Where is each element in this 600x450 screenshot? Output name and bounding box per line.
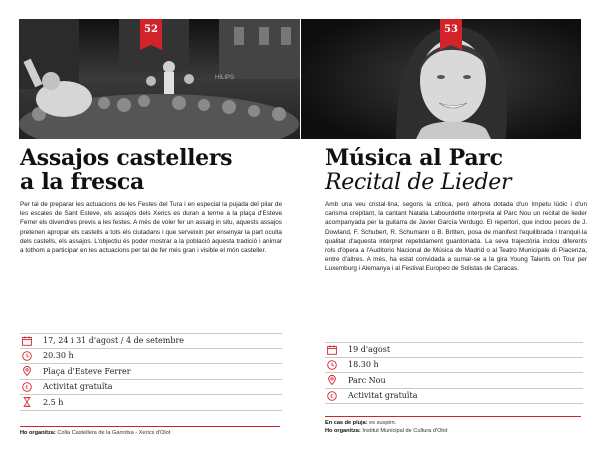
info-duration	[20, 395, 282, 411]
organizer-value: Institut Municipal de Cultura d'Olot	[362, 428, 448, 434]
event-info-list	[20, 333, 282, 411]
rain-value: es suspèn.	[369, 420, 397, 426]
event-number-badge: 53	[440, 19, 462, 45]
info-location	[325, 373, 583, 389]
rain-label: En cas de pluja:	[325, 420, 368, 426]
organizer-label: Ho organitza:	[20, 430, 56, 436]
info-location-text: Parc Nou	[348, 375, 386, 385]
event-info-list	[325, 342, 583, 404]
info-location-text: Plaça d'Esteve Ferrer	[43, 366, 131, 376]
info-price-text: Activitat gratuïta	[43, 382, 113, 392]
organizer-label: Ho organitza:	[325, 428, 361, 434]
euro-icon	[325, 390, 338, 401]
event-description	[20, 200, 282, 255]
info-location	[20, 364, 282, 380]
calendar-icon	[20, 335, 33, 346]
divider	[325, 416, 581, 417]
event-title	[20, 146, 280, 194]
calendar-icon	[325, 344, 338, 355]
svg-text:€: €	[329, 393, 334, 400]
location-pin-icon	[20, 366, 33, 377]
event-title	[325, 146, 585, 195]
event-title-line1: Música al Parc	[325, 145, 503, 171]
clock-icon	[20, 350, 33, 361]
organizer-line	[20, 429, 282, 437]
divider	[20, 426, 280, 427]
info-price-text: Activitat gratuïta	[348, 391, 418, 401]
event-title-line2: a la fresca	[20, 169, 144, 195]
event-description	[325, 200, 587, 274]
description-paragraph: Amb una veu cristal·lina, segons la crítica, però alhora dotada d'un ímpetu lúdic i d'un carisma crepitant, la cantant Natalia Labourdette interpreta al Parc Nou un recital de lieder acompanyada per la guitarra de Javier García Verdugo. El repertori, que inclou peces de J. Dowland, F. Schubert, R. Schumann o B. Britten, posa de manifest l'equilibrada i tranquil·la qualitat d'aquesta intèrpret repetidament guardonada. La seva trajectòria inclou diferents rols d'òpera a l'Auditorio Nacional de Música de Madrid o al Teatro Municipale di Piacenza, entre d'altres. A més, ha estat convidada a sumar-se a la gira Young Talents on Tour per Luxemburg i Alemanya i al Festival Europeo de Solistas de Caracas.	[325, 201, 587, 273]
info-date	[325, 342, 583, 358]
event-53-column	[300, 0, 600, 450]
info-date	[20, 333, 282, 349]
organizer-value: Colla Castellera de la Garrotxa - Xerics d'Olot	[57, 430, 171, 436]
info-date-text: 19 d'agost	[348, 345, 391, 355]
event-title-line2: Recital de Lieder	[325, 170, 512, 195]
svg-text:€: €	[24, 384, 29, 391]
event-number-badge: 52	[140, 19, 162, 45]
info-time	[325, 358, 583, 374]
svg-text:HILIPS: HILIPS	[215, 75, 235, 81]
location-pin-icon	[325, 375, 338, 386]
description-paragraph: Per tal de preparar les actuacions de les Festes del Tura i en especial la pujada del pilar de les escales de Sant Esteve, els assajos dels Xerics es duran a terme a la plaça d'Esteve Ferrer els divendres previs a les festes. A més de voler fer un assaig in situ, aquests assajos pretenen apropar els castells a tots els ciutadans i que serveixin per ensenyar la part oculta dels castells, els assajos. L'objectiu és poder mostrar a la població aquesta tradició i animar a tothom a participar en les actuacions per tal de fer més gran i visible el món casteller.	[20, 201, 282, 255]
info-date-text: 17, 24 i 31 d'agost / 4 de setembre	[43, 336, 185, 346]
info-duration-text: 2.5 h	[43, 397, 64, 407]
clock-icon	[325, 359, 338, 370]
event-title-line1: Assajos castellers	[20, 145, 233, 171]
info-price	[20, 380, 282, 396]
hourglass-icon	[20, 397, 33, 408]
info-time-text: 20.30 h	[43, 351, 74, 361]
info-time-text: 18.30 h	[348, 360, 379, 370]
organizer-line	[325, 419, 587, 435]
info-time	[20, 349, 282, 365]
info-price	[325, 389, 583, 405]
euro-icon	[20, 381, 33, 392]
